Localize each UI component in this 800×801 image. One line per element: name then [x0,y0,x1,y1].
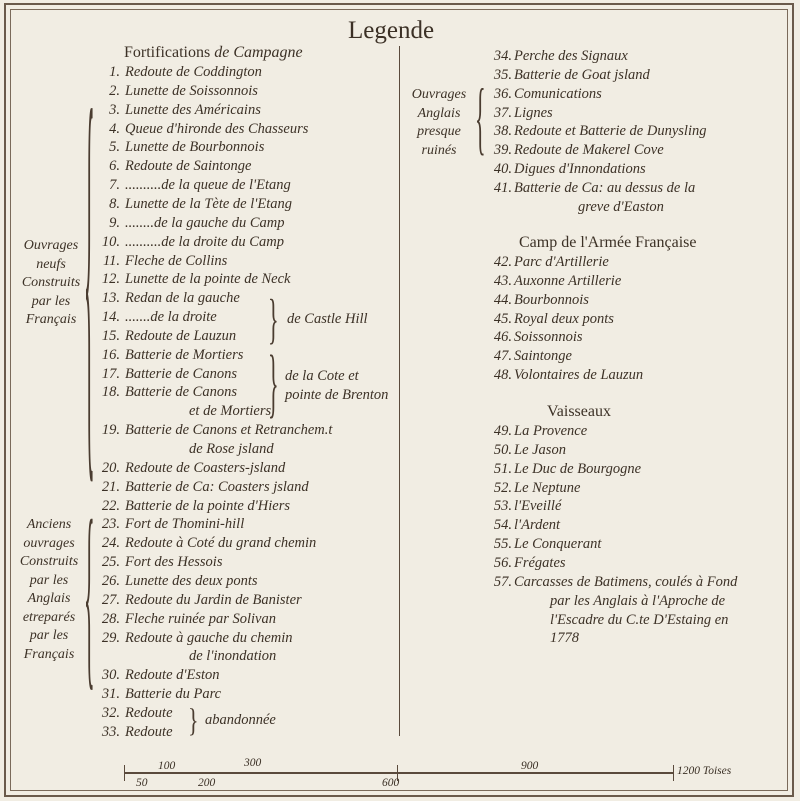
entry-text: La Provence [514,423,588,439]
group-label-castle-hill: de Castle Hill [287,311,368,327]
entry-number: 17. [101,365,120,382]
entry-number: 12. [101,271,120,288]
entry-number: 8. [109,195,120,212]
entry-number: 48. [493,367,512,384]
entry-text: ..........de la droite du Camp [125,233,284,250]
entry-text: Carcasses de Batimens, coulés à Fond [514,573,738,590]
entry-number: 23. [101,516,120,533]
entry-number: 41. [493,179,512,196]
scale-label-lower: 600 [382,777,400,789]
entry-text: Redoute de Makerel Cove [514,142,664,159]
group-label-abandoned: abandonnée [205,712,276,728]
entry-text: 1778 [550,630,579,647]
entry-number: 24. [101,535,120,552]
entry-text: Batterie de Mortiers [125,346,244,363]
entry-number: 18. [101,384,120,401]
entry-text: Batterie de Goat jsland [514,66,650,83]
group-label-cote-line2: pointe de Brenton [285,387,389,403]
scale-label-lower: 50 [136,777,148,789]
entry-number: 31. [101,686,120,703]
entry-text: Redoute à Coté du grand chemin [125,535,317,552]
entry-text: Le Jason [514,441,566,458]
legend-title: Legende [348,17,435,44]
brace-french-new: { [84,11,95,524]
entry-number: 52. [493,479,512,496]
entry-number: 20. [101,459,120,476]
entry-text: Redan de la gauche [125,290,240,307]
entry-text: Redoute du Jardin de Banister [125,591,302,608]
entry-text: Lunette de Bourbonnois [125,139,265,156]
entry-text: et de Mortiers [189,403,272,420]
entry-number: 57. [493,573,512,590]
entry-text: Redoute d'Eston [125,667,220,684]
entry-number: 30. [101,667,120,684]
entry-number: 3. [109,101,120,118]
entry-text: Le Neptune [514,479,581,496]
camp-heading: Camp de l'Armée Française [519,234,697,251]
side-label-line: ouvrages [23,535,75,551]
entry-text: Perche des Signaux [514,48,628,64]
side-label-french-new [14,237,88,330]
entry-number: 28. [101,610,120,627]
side-label-line: par les [31,293,71,309]
entry-number: 7. [109,177,120,194]
entry-text: greve d'Easton [578,198,664,215]
fortifications-heading [124,43,303,62]
entry-text: Digues d'Innondations [514,161,646,178]
entry-number: 22. [101,497,120,514]
brace-english-ruined: { [475,70,486,164]
entry-number: 50. [493,441,512,458]
entry-text: Saintonge [514,348,572,365]
entry-text: ..........de la queue de l'Etang [125,177,291,194]
scale-label-lower: 200 [198,777,216,789]
entry-text: Le Duc de Bourgogne [514,460,642,477]
entry-number: 25. [101,554,120,571]
entry-text: Lignes [514,104,553,121]
entry-text: Redoute [125,723,173,740]
side-label-line: par les [29,628,69,643]
entry-number: 36. [493,85,512,102]
entry-number: 13. [101,290,120,307]
fortifications-heading-main: Fortifications [124,44,211,61]
entry-text: Batterie de Canons [125,384,237,401]
side-label-line: ruinés [421,142,457,158]
entry-text: Frégates [514,554,566,571]
entry-text: Lunette des deux ponts [125,572,258,589]
entry-number: 19. [101,422,120,439]
entry-text: Fleche de Collins [125,252,228,269]
entry-text: Redoute de Coddington [125,64,262,80]
side-label-line: Français [25,312,77,327]
side-label-line: presque [417,124,461,139]
entry-number: 46. [493,329,512,346]
entry-number: 6. [109,158,120,175]
side-label-line: Construits [21,275,81,290]
brace-castle-hill: } [268,287,279,350]
entry-number: 43. [493,272,512,289]
entry-text: Redoute de Coasters-jsland [125,459,286,476]
brace-cote: } [268,338,279,426]
entry-text: Fleche ruinée par Solivan [125,610,276,627]
entry-number: 11. [102,252,120,269]
brace-abandoned: } [188,701,199,739]
entry-text: Redoute de Saintonge [125,158,252,175]
side-label-line: neufs [36,256,66,272]
entry-text: Batterie de la pointe d'Hiers [125,497,290,514]
entry-text: Soissonnois [514,329,583,346]
scale-label-upper: 300 [244,757,262,769]
entry-text: Batterie de Ca: au dessus de la [514,179,696,196]
side-label-line: Ouvrages [411,87,467,102]
entry-number: 15. [101,327,120,344]
entry-text: Auxonne Artillerie [514,272,622,289]
entry-number: 21. [101,478,120,495]
entry-text: l'Eveillé [514,498,562,515]
entry-number: 34. [493,48,512,64]
entry-number: 40. [493,161,512,178]
entry-number: 44. [493,291,512,308]
entry-text: Batterie de Canons et Retranchem.t [125,422,333,439]
side-label-line: Ouvrages [23,238,79,253]
entry-text: Fort des Hessois [125,554,223,571]
entry-number: 26. [101,572,120,589]
entry-number: 56. [493,554,512,571]
fortifications-heading-sub: de Campagne [214,44,303,61]
entry-text: Fort de Thomini-hill [125,516,245,533]
scale-bar [124,772,674,774]
side-label-line: Construits [19,554,79,569]
entry-text: de l'inondation [189,648,277,665]
entry-number: 45. [493,310,512,327]
entry-number: 47. [493,348,512,365]
entry-number: 9. [109,214,120,231]
entry-number: 10. [101,233,120,250]
entry-text: Batterie du Parc [125,686,222,703]
entry-number: 54. [493,517,512,534]
entry-text: Redoute de Lauzun [125,327,237,344]
entry-number: 35. [493,66,512,83]
entry-number: 38. [493,123,512,140]
entry-text: Redoute [125,704,173,721]
entry-text: l'Ardent [514,517,561,534]
entry-text: Parc d'Artillerie [514,254,609,270]
entry-number: 39. [493,142,512,159]
entry-text: Lunette des Américains [125,101,261,118]
entry-text: l'Escadre du C.te D'Estaing en [550,611,729,628]
entry-text: Redoute et Batterie de Dunysling [514,123,707,140]
entry-text: Le Conquerant [514,536,602,553]
side-label-line: Anglais [27,591,71,606]
scale-label-upper: 900 [521,760,539,772]
entry-number: 16. [101,346,120,363]
side-label-line: par les [29,572,69,588]
entry-text: Lunette de la pointe de Neck [125,271,291,288]
scale-tick [124,765,125,781]
side-label-english-old [12,516,86,664]
entry-number: 14. [101,309,120,326]
entry-number: 4. [109,120,120,137]
scale-label-upper: 100 [158,760,176,772]
entry-number: 5. [109,139,120,156]
entry-text: Comunications [514,85,602,102]
entry-text: par les Anglais à l'Aproche de [550,592,726,609]
side-label-line: Anciens [26,517,72,532]
entry-text: Redoute à gauche du chemin [125,629,293,646]
entry-text: Lunette de la Tète de l'Etang [125,195,292,212]
side-label-line: Anglais [417,105,461,121]
entry-number: 42. [493,254,512,270]
entry-text: Bourbonnois [514,291,589,308]
entry-text: Batterie de Canons [125,365,237,382]
entry-number: 1. [109,64,120,80]
entry-number: 51. [493,460,512,477]
entry-text: de Rose jsland [189,441,274,457]
brace-english-old: { [84,474,95,710]
entry-text: Volontaires de Lauzun [514,367,644,384]
entry-text: Queue d'hironde des Chasseurs [125,120,309,137]
entry-number: 55. [493,536,512,553]
scale-tick [673,765,674,781]
entry-number: 29. [101,629,120,646]
entry-number: 33. [101,723,120,740]
entry-text: Royal deux ponts [514,310,614,327]
entry-text: Batterie de Ca: Coasters jsland [125,478,309,495]
entry-text: .......de la droite [125,309,217,326]
scale-label-lower: 1200 Toises [677,765,732,777]
entry-number: 53. [493,498,512,515]
entry-text: ........de la gauche du Camp [125,214,285,231]
entry-text: Lunette de Soissonnois [125,82,258,99]
entry-number: 37. [493,104,512,121]
side-label-english-ruined [403,86,475,160]
side-label-line: etreparés [22,609,76,625]
entry-number: 32. [101,704,120,721]
column-divider [399,46,400,736]
ships-heading: Vaisseaux [547,403,611,420]
group-label-cote-line1: de la Cote et [285,368,359,384]
side-label-line: Français [23,646,75,662]
entry-number: 2. [109,82,120,99]
entry-number: 49. [493,423,512,439]
entry-number: 27. [101,591,120,608]
